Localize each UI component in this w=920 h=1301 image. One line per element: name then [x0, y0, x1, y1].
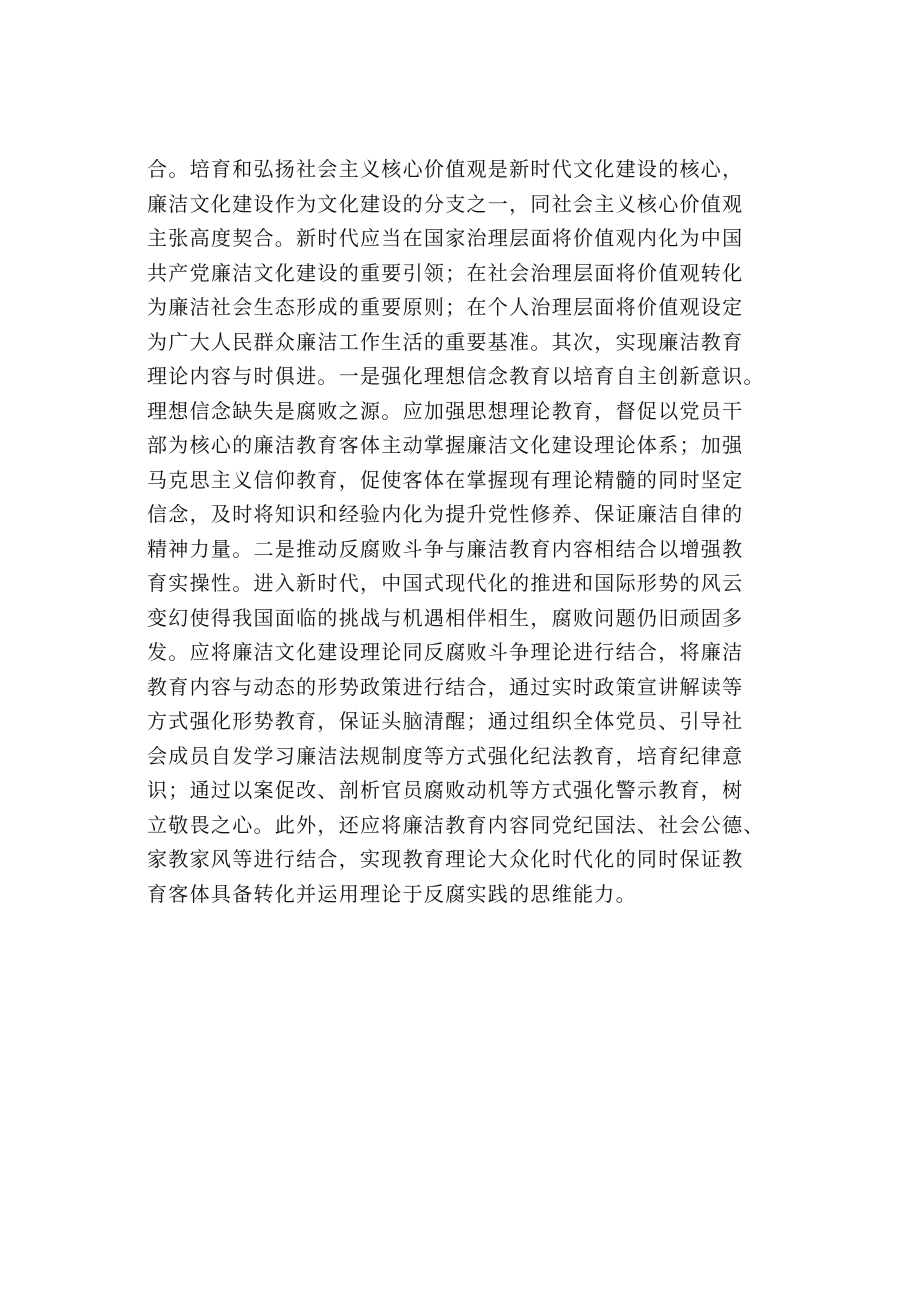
- text-line: 信念，及时将知识和经验内化为提升党性修养、保证廉洁自律的: [147, 502, 744, 526]
- text-line: 会成员自发学习廉洁法规制度等方式强化纪法教育，培育纪律意: [147, 743, 744, 768]
- text-line: 马克思主义信仰教育，促使客体在掌握现有理论精髓的同时坚定: [147, 467, 744, 492]
- text-line: 识；通过以案促改、剖析官员腐败动机等方式强化警示教育，树: [147, 778, 744, 802]
- text-line: 部为核心的廉洁教育客体主动掌握廉洁文化建设理论体系；加强: [147, 433, 744, 457]
- text-line: 教育内容与动态的形势政策进行结合，通过实时政策宣讲解读等: [147, 674, 744, 699]
- text-line: 育客体具备转化并运用理论于反腐实践的思维能力。: [147, 881, 637, 906]
- text-line: 方式强化形势教育，保证头脑清醒；通过组织全体党员、引导社: [147, 709, 744, 733]
- text-line: 家教家风等进行结合，实现教育理论大众化时代化的同时保证教: [147, 847, 744, 871]
- text-line: 合。培育和弘扬社会主义核心价值观是新时代文化建设的核心，: [147, 157, 744, 181]
- text-line: 变幻使得我国面临的挑战与机遇相伴相生，腐败问题仍旧顽固多: [147, 605, 744, 630]
- text-line: 发。应将廉洁文化建设理论同反腐败斗争理论进行结合，将廉洁: [147, 640, 744, 664]
- text-line: 理论内容与时俱进。一是强化理想信念教育以培育自主创新意识。: [147, 364, 765, 388]
- text-line: 廉洁文化建设作为文化建设的分支之一，同社会主义核心价值观: [147, 191, 744, 216]
- text-line: 理想信念缺失是腐败之源。应加强思想理论教育，督促以党员干: [147, 398, 744, 423]
- text-line: 主张高度契合。新时代应当在国家治理层面将价值观内化为中国: [147, 226, 744, 250]
- text-line: 共产党廉洁文化建设的重要引领；在社会治理层面将价值观转化: [147, 260, 744, 285]
- text-line: 精神力量。二是推动反腐败斗争与廉洁教育内容相结合以增强教: [147, 536, 744, 561]
- text-line: 为广大人民群众廉洁工作生活的重要基准。其次，实现廉洁教育: [147, 329, 744, 354]
- text-line: 育实操性。进入新时代，中国式现代化的推进和国际形势的风云: [147, 571, 744, 595]
- text-line: 立敬畏之心。此外，还应将廉洁教育内容同党纪国法、社会公德、: [147, 812, 765, 837]
- body-paragraph: [147, 152, 817, 911]
- text-line: 为廉洁社会生态形成的重要原则；在个人治理层面将价值观设定: [147, 295, 744, 319]
